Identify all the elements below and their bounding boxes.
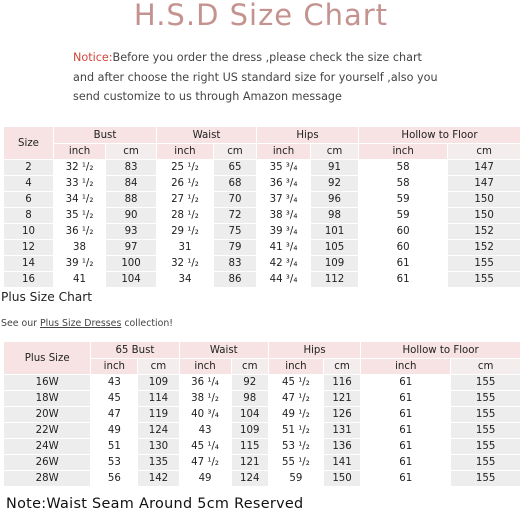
size-cell: 28W — [4, 471, 90, 486]
plus-size-collection-line — [1, 318, 173, 329]
size-cell: 20W — [4, 407, 90, 422]
bust-column-header: Bust — [54, 127, 156, 143]
table-cell: 51 ¹/₂ — [269, 423, 323, 438]
table-cell: 38 — [54, 240, 105, 255]
table-cell: 141 — [324, 455, 360, 470]
table-cell: 109 — [138, 375, 178, 390]
plus-waist-inch-subheader: inch — [180, 359, 231, 374]
table-row — [4, 256, 520, 271]
table-cell: 38 ¹/₂ — [180, 391, 231, 406]
table-cell: 49 — [180, 471, 231, 486]
size-cell: 18W — [4, 391, 90, 406]
table-cell: 124 — [138, 423, 178, 438]
table-cell: 119 — [138, 407, 178, 422]
size-cell: 14 — [4, 256, 53, 271]
table-cell: 56 — [91, 471, 137, 486]
table-row — [4, 160, 520, 175]
plus-size-column-header: Plus Size — [4, 342, 90, 374]
size-cell: 26W — [4, 455, 90, 470]
see-line-suffix: collection! — [121, 318, 174, 329]
table-cell: 37 ³/₄ — [257, 192, 310, 207]
table-cell: 27 ¹/₂ — [157, 192, 213, 207]
table-cell: 45 — [91, 391, 137, 406]
table-cell: 155 — [451, 407, 520, 422]
table-cell: 126 — [324, 407, 360, 422]
waist-cm-subheader: cm — [214, 144, 256, 159]
table-cell: 58 — [359, 176, 447, 191]
table-cell: 152 — [448, 240, 520, 255]
table-cell: 121 — [324, 391, 360, 406]
table-cell: 40 ³/₄ — [180, 407, 231, 422]
hips-inch-subheader: inch — [257, 144, 310, 159]
hollow-inch-subheader: inch — [359, 144, 447, 159]
bust-cm-subheader: cm — [106, 144, 156, 159]
plus-hips-inch-subheader: inch — [269, 359, 323, 374]
table-cell: 75 — [214, 224, 256, 239]
table-cell: 41 ³/₄ — [257, 240, 310, 255]
table-cell: 83 — [214, 256, 256, 271]
table-cell: 79 — [214, 240, 256, 255]
table-row — [4, 272, 520, 287]
table-cell: 58 — [359, 160, 447, 175]
table-cell: 93 — [106, 224, 156, 239]
table-cell: 100 — [106, 256, 156, 271]
see-line-prefix: See our — [1, 318, 40, 329]
table-cell: 32 ¹/₂ — [157, 256, 213, 271]
table-row — [4, 471, 520, 486]
table-cell: 155 — [451, 471, 520, 486]
table-cell: 130 — [138, 439, 178, 454]
table-cell: 39 ³/₄ — [257, 224, 310, 239]
waist-column-header: Waist — [157, 127, 256, 143]
table-cell: 53 ¹/₂ — [269, 439, 323, 454]
table-cell: 36 ¹/₄ — [180, 375, 231, 390]
table-cell: 61 — [361, 471, 450, 486]
table-row — [4, 455, 520, 470]
table-cell: 61 — [361, 391, 450, 406]
table-cell: 45 ¹/₂ — [269, 375, 323, 390]
table-cell: 91 — [311, 160, 358, 175]
table-row — [4, 423, 520, 438]
table-cell: 135 — [138, 455, 178, 470]
table-row — [4, 407, 520, 422]
plus-size-chart-heading: Plus Size Chart — [1, 290, 93, 304]
table-cell: 47 ¹/₂ — [180, 455, 231, 470]
size-cell: 8 — [4, 208, 53, 223]
table-cell: 142 — [138, 471, 178, 486]
hollow-cm-subheader: cm — [448, 144, 520, 159]
table-cell: 49 ¹/₂ — [269, 407, 323, 422]
table-cell: 68 — [214, 176, 256, 191]
table-row — [4, 391, 520, 406]
table-cell: 47 ¹/₂ — [269, 391, 323, 406]
table-cell: 42 ³/₄ — [257, 256, 310, 271]
plus-size-dresses-link[interactable]: Plus Size Dresses — [39, 318, 122, 329]
table-cell: 116 — [324, 375, 360, 390]
hips-cm-subheader: cm — [311, 144, 358, 159]
table-cell: 34 — [157, 272, 213, 287]
notice-text: Before you order the dress ,please check the size chart and after choose the right US standard size for yourself ,also you send customize to us through Amazon message — [73, 51, 438, 103]
table-cell: 51 — [91, 439, 137, 454]
table-cell: 136 — [324, 439, 360, 454]
table-cell: 112 — [311, 272, 358, 287]
size-cell: 24W — [4, 439, 90, 454]
table-cell: 155 — [451, 391, 520, 406]
table-cell: 26 ¹/₂ — [157, 176, 213, 191]
table-cell: 72 — [214, 208, 256, 223]
table-cell: 97 — [106, 240, 156, 255]
table-cell: 104 — [106, 272, 156, 287]
table-cell: 155 — [451, 439, 520, 454]
plus-waist-cm-subheader: cm — [232, 359, 268, 374]
table-cell: 90 — [106, 208, 156, 223]
table-cell: 34 ¹/₂ — [54, 192, 105, 207]
table-cell: 70 — [214, 192, 256, 207]
table-cell: 35 ³/₄ — [257, 160, 310, 175]
table-row — [4, 375, 520, 390]
table-cell: 49 — [91, 423, 137, 438]
table-cell: 98 — [232, 391, 268, 406]
size-cell: 16W — [4, 375, 90, 390]
table-cell: 150 — [324, 471, 360, 486]
table-cell: 43 — [180, 423, 231, 438]
table-cell: 61 — [359, 256, 447, 271]
table-cell: 65 — [214, 160, 256, 175]
table-cell: 60 — [359, 240, 447, 255]
plus-bust-column-header: 65 Bust — [91, 342, 178, 358]
table-cell: 32 ¹/₂ — [54, 160, 105, 175]
table-cell: 59 — [359, 192, 447, 207]
hollow-to-floor-column-header: Hollow to Floor — [359, 127, 520, 143]
plus-hips-column-header: Hips — [269, 342, 360, 358]
table-cell: 59 — [359, 208, 447, 223]
size-column-header: Size — [4, 127, 53, 159]
table-row — [4, 176, 520, 191]
table-cell: 109 — [232, 423, 268, 438]
waist-inch-subheader: inch — [157, 144, 213, 159]
table-cell: 35 ¹/₂ — [54, 208, 105, 223]
plus-waist-column-header: Waist — [180, 342, 268, 358]
standard-size-table — [3, 126, 521, 288]
table-cell: 114 — [138, 391, 178, 406]
table-cell: 61 — [361, 439, 450, 454]
notice-label: Notice: — [73, 51, 113, 64]
plus-bust-cm-subheader: cm — [138, 359, 178, 374]
plus-hollow-inch-subheader: inch — [361, 359, 450, 374]
table-cell: 147 — [448, 176, 520, 191]
page-title: H.S.D Size Chart — [133, 0, 389, 32]
table-cell: 152 — [448, 224, 520, 239]
table-cell: 61 — [361, 455, 450, 470]
table-cell: 59 — [269, 471, 323, 486]
table-cell: 121 — [232, 455, 268, 470]
table-cell: 61 — [361, 407, 450, 422]
size-cell: 12 — [4, 240, 53, 255]
table-cell: 155 — [451, 423, 520, 438]
table-cell: 101 — [311, 224, 358, 239]
waist-seam-note: Note:Waist Seam Around 5cm Reserved — [6, 496, 304, 512]
table-cell: 55 ¹/₂ — [269, 455, 323, 470]
table-cell: 105 — [311, 240, 358, 255]
hips-column-header: Hips — [257, 127, 358, 143]
plus-bust-inch-subheader: inch — [91, 359, 137, 374]
size-cell: 4 — [4, 176, 53, 191]
plus-hollow-cm-subheader: cm — [451, 359, 520, 374]
bust-inch-subheader: inch — [54, 144, 105, 159]
table-cell: 41 — [54, 272, 105, 287]
table-cell: 109 — [311, 256, 358, 271]
table-cell: 155 — [451, 375, 520, 390]
table-cell: 61 — [361, 375, 450, 390]
table-cell: 39 ¹/₂ — [54, 256, 105, 271]
table-cell: 88 — [106, 192, 156, 207]
table-cell: 45 ¹/₄ — [180, 439, 231, 454]
table-cell: 92 — [232, 375, 268, 390]
table-row — [4, 439, 520, 454]
table-cell: 44 ³/₄ — [257, 272, 310, 287]
table-cell: 36 ³/₄ — [257, 176, 310, 191]
size-cell: 2 — [4, 160, 53, 175]
table-row — [4, 240, 520, 255]
notice-paragraph — [73, 48, 443, 107]
size-cell: 10 — [4, 224, 53, 239]
table-cell: 43 — [91, 375, 137, 390]
size-cell: 16 — [4, 272, 53, 287]
table-cell: 124 — [232, 471, 268, 486]
table-cell: 84 — [106, 176, 156, 191]
table-cell: 28 ¹/₂ — [157, 208, 213, 223]
table-cell: 29 ¹/₂ — [157, 224, 213, 239]
table-cell: 147 — [448, 160, 520, 175]
table-cell: 25 ¹/₂ — [157, 160, 213, 175]
table-cell: 60 — [359, 224, 447, 239]
table-cell: 38 ³/₄ — [257, 208, 310, 223]
plus-size-table — [3, 341, 521, 487]
table-row — [4, 208, 520, 223]
table-cell: 53 — [91, 455, 137, 470]
plus-hollow-to-floor-column-header: Hollow to Floor — [361, 342, 520, 358]
plus-hips-cm-subheader: cm — [324, 359, 360, 374]
table-cell: 83 — [106, 160, 156, 175]
table-cell: 96 — [311, 192, 358, 207]
table-cell: 92 — [311, 176, 358, 191]
table-cell: 155 — [448, 256, 520, 271]
table-cell: 150 — [448, 192, 520, 207]
table-cell: 155 — [448, 272, 520, 287]
table-row — [4, 192, 520, 207]
table-cell: 155 — [451, 455, 520, 470]
table-row — [4, 224, 520, 239]
table-cell: 61 — [361, 423, 450, 438]
table-cell: 115 — [232, 439, 268, 454]
table-cell: 104 — [232, 407, 268, 422]
table-cell: 31 — [157, 240, 213, 255]
table-cell: 61 — [359, 272, 447, 287]
table-cell: 47 — [91, 407, 137, 422]
table-cell: 36 ¹/₂ — [54, 224, 105, 239]
size-cell: 22W — [4, 423, 90, 438]
table-cell: 86 — [214, 272, 256, 287]
table-cell: 150 — [448, 208, 520, 223]
table-cell: 131 — [324, 423, 360, 438]
table-cell: 98 — [311, 208, 358, 223]
table-cell: 33 ¹/₂ — [54, 176, 105, 191]
size-cell: 6 — [4, 192, 53, 207]
